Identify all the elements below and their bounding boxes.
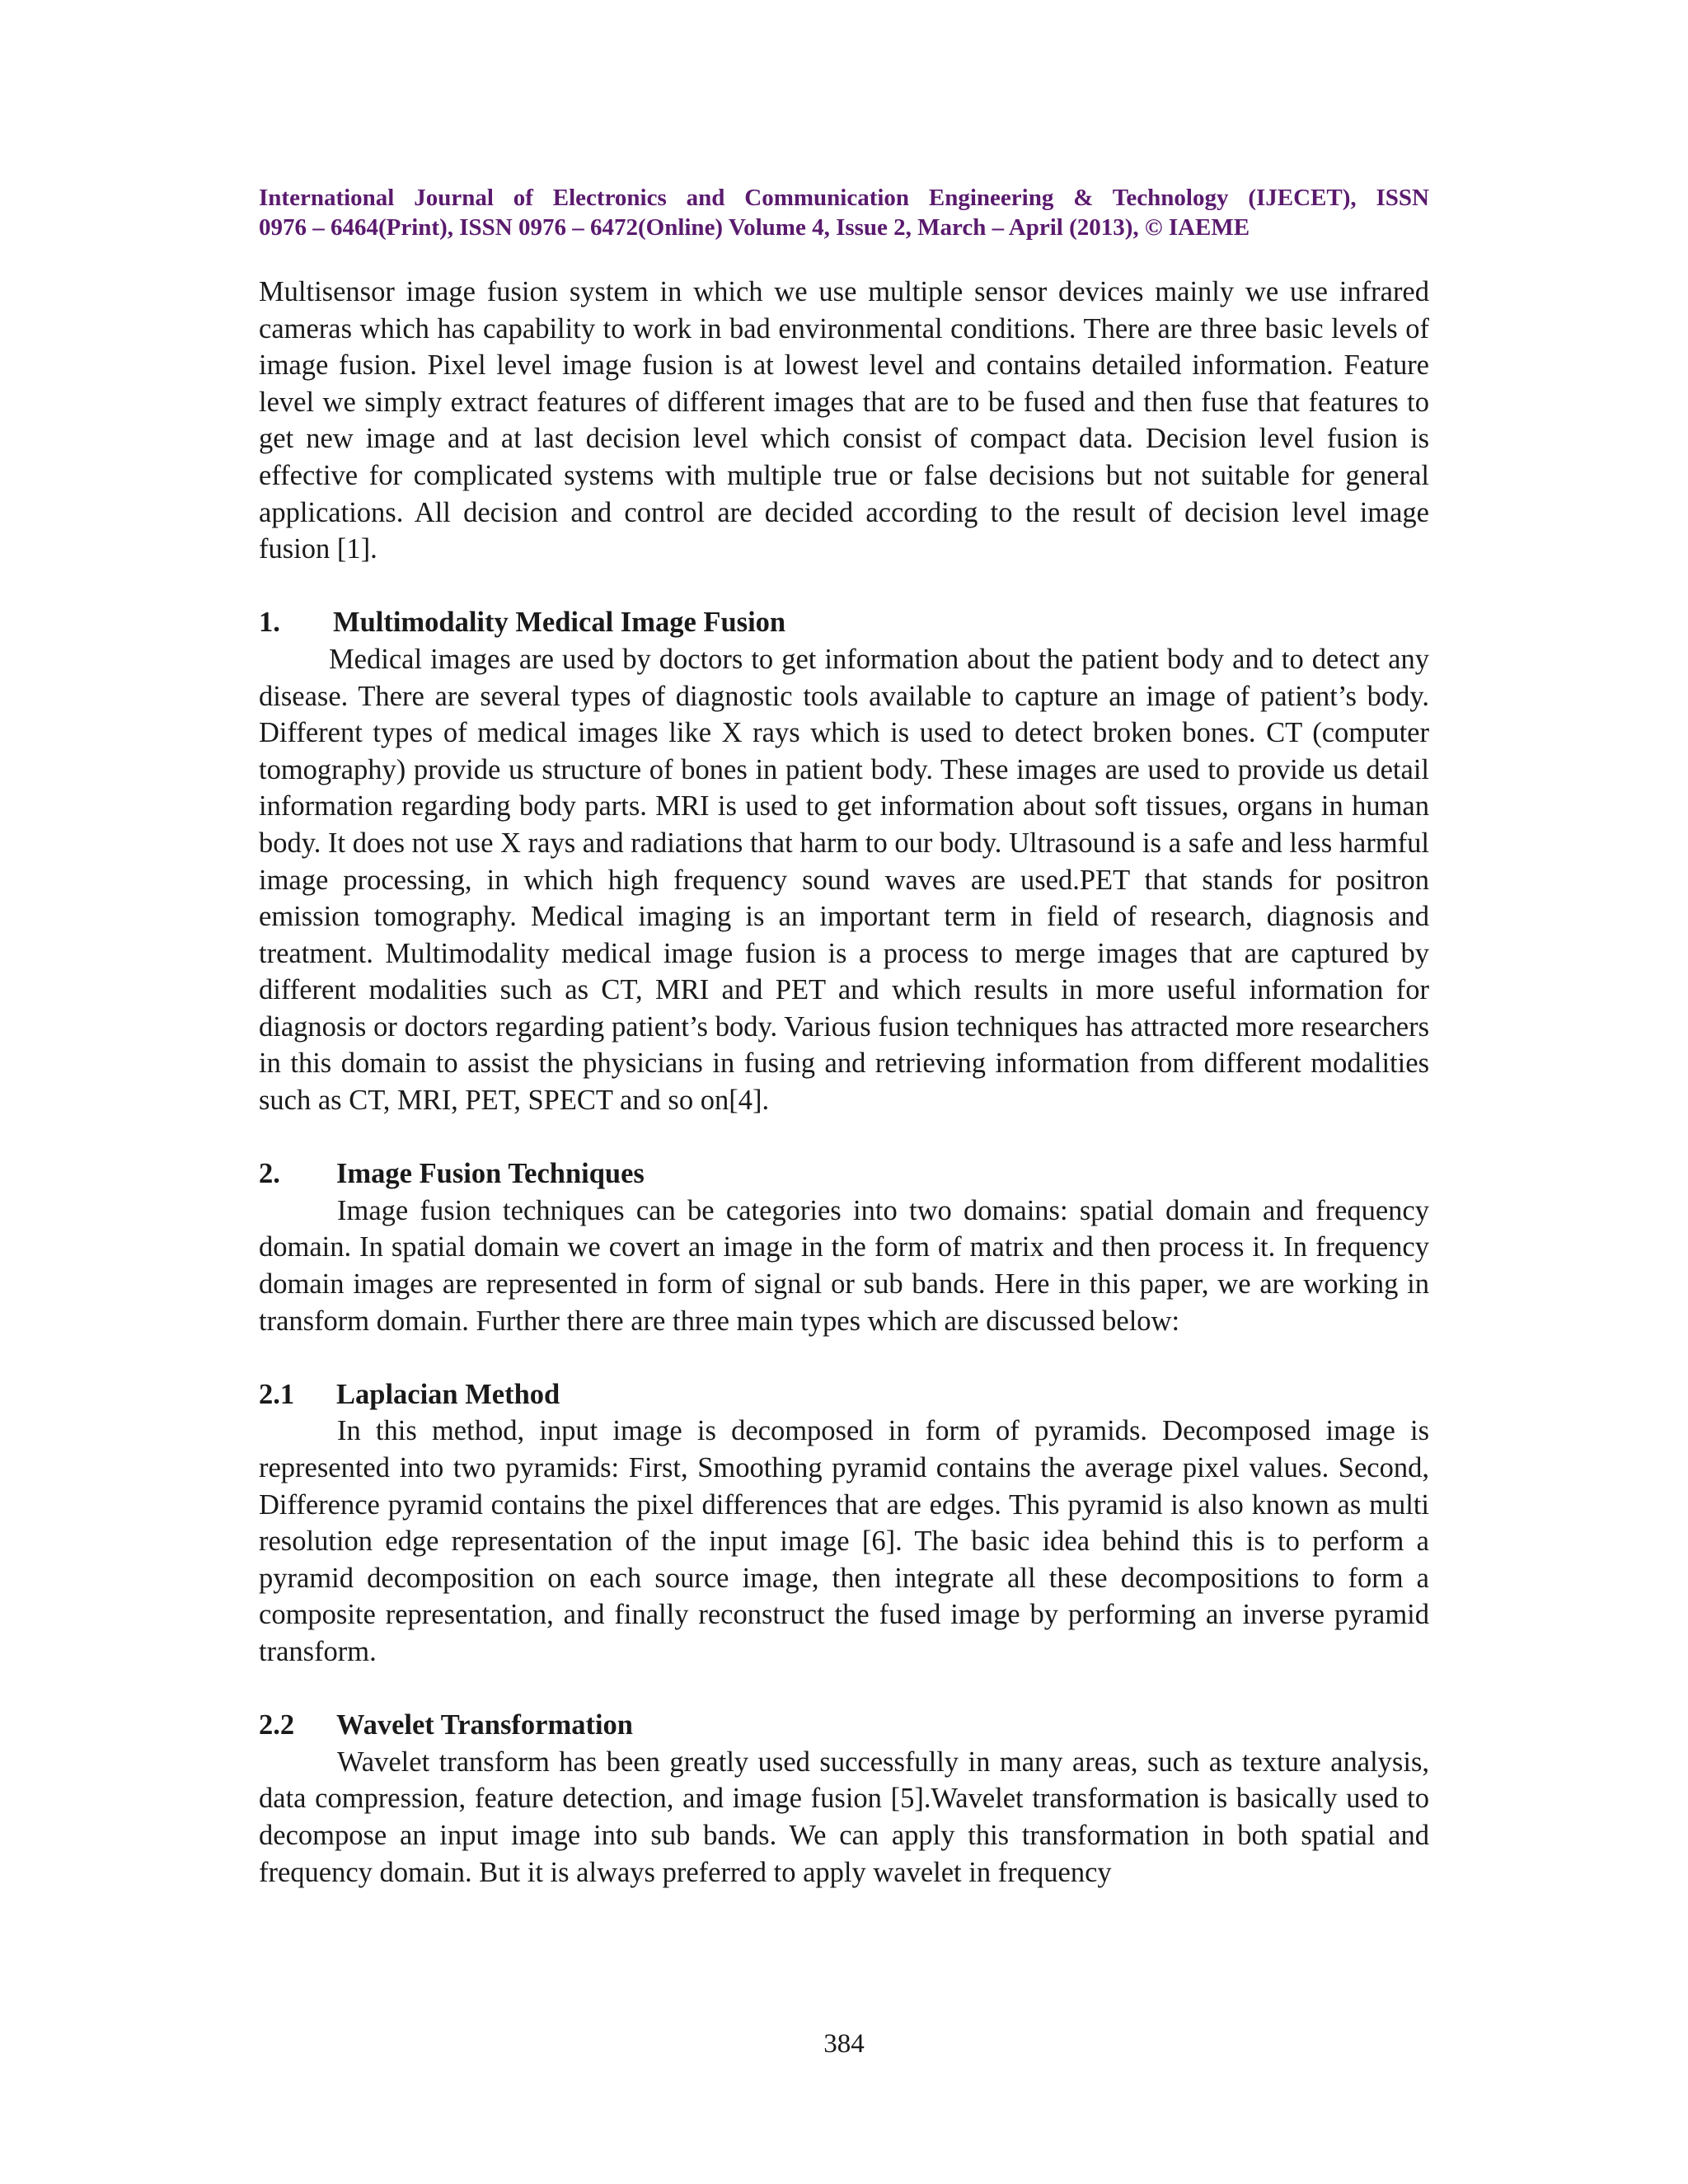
section-title: Multimodality Medical Image Fusion (333, 607, 786, 639)
section-body-1: Medical images are used by doctors to get information about the patient body and to detect any disease. There are several types of diagnostic tools available to capture an image of patient’s body. Different types of medical images like X rays which is used to detect broken bones. CT (computer tomography) provide us structure of bones in patient body. These images are used to provide us detail information regarding body parts. MRI is used to get information about soft tissues, organs in human body. It does not use X rays and radiations that harm to our body. Ultrasound is a safe and less harmful image processing, in which high frequency sound waves are used.PET that stands for positron emission tomography. Medical imaging is an important term in field of research, diagnosis and treatment. Multimodality medical image fusion is a process to merge images that are captured by different modalities such as CT, MRI and PET and which results in more useful information for diagnosis or doctors regarding patient’s body. Various fusion techniques has attracted more researchers in this domain to assist the physicians in fusing and retrieving information from different modalities such as CT, MRI, PET, SPECT and so on[4]. (259, 643, 1429, 1117)
section-body-2-1: In this method, input image is decomposed in form of pyramids. Decomposed image is represented into two pyramids: First, Smoothing pyramid contains the average pixel values. Second, Difference pyramid contains the pixel differences that are edges. This pyramid is also known as multi resolution edge representation of the input image [6]. The basic idea behind this is to perform a pyramid decomposition on each source image, then integrate all these decompositions to form a composite representation, and finally reconstruct the fused image by performing an inverse pyramid transform. (259, 1415, 1429, 1667)
page-body (259, 274, 1429, 1891)
section-heading-2 (259, 1155, 1429, 1193)
section-body-2-2: Wavelet transform has been greatly used successfully in many areas, such as texture analysis, data compression, feature detection, and image fusion [5].Wavelet transformation is basically used to decompose an input image into sub bands. We can apply this transformation in both spatial and frequency domain. But it is always preferred to apply wavelet in frequency (259, 1746, 1429, 1888)
section-number: 1. (259, 607, 280, 639)
section-title: Laplacian Method (336, 1378, 560, 1410)
page-number: 384 (823, 2029, 865, 2059)
section-heading-1 (259, 604, 1429, 641)
intro-paragraph: Multisensor image fusion system in which we use multiple sensor devices mainly we use infrared cameras which has capability to work in bad environmental conditions. There are three basic levels of image fusion. Pixel level image fusion is at lowest level and contains detailed information. Feature level we simply extract features of different images that are to be fused and then fuse that features to get new image and at last decision level which consist of compact data. Decision level fusion is effective for complicated systems with multiple true or false decisions but not suitable for general applications. All decision and control are decided according to the result of decision level image fusion [1]. (259, 276, 1429, 565)
section-number: 2.1 (259, 1378, 295, 1410)
section-heading-2-1 (259, 1376, 1429, 1413)
section-number: 2.2 (259, 1709, 295, 1741)
section-body-2: Image fusion techniques can be categories into two domains: spatial domain and frequency domain. In spatial domain we covert an image in the form of matrix and then process it. In frequency domain images are represented in form of signal or sub bands. Here in this paper, we are working in transform domain. Further there are three main types which are discussed below: (259, 1194, 1429, 1337)
section-number: 2. (259, 1158, 280, 1190)
section-title: Wavelet Transformation (336, 1709, 633, 1741)
journal-header-line-2: 0976 – 6464(Print), ISSN 0976 – 6472(Online) Volume 4, Issue 2, March – April (2013), © IAEME (259, 214, 1250, 241)
journal-header (259, 183, 1429, 242)
journal-header-line-1: International Journal of Electronics and Communication Engineering & Technology (IJECET), ISSN (259, 185, 1429, 211)
section-heading-2-2 (259, 1707, 1429, 1744)
section-title: Image Fusion Techniques (336, 1158, 645, 1190)
